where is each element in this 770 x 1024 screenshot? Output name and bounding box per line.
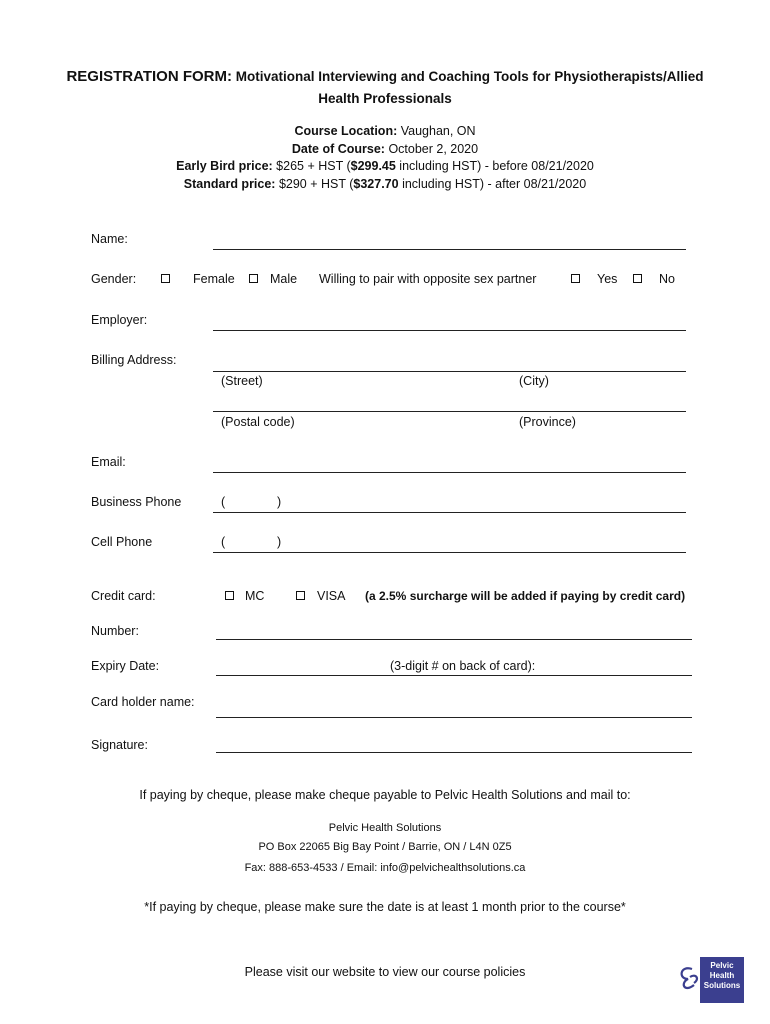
employer-label: Employer: bbox=[91, 313, 148, 327]
signature-label: Signature: bbox=[91, 738, 148, 752]
business-phone-paren-open: ( bbox=[221, 495, 226, 509]
cheque-note: *If paying by cheque, please make sure the date is at least 1 month prior to the course* bbox=[144, 900, 626, 914]
male-label: Male bbox=[270, 272, 298, 286]
standard-value-b: $327.70 bbox=[353, 177, 399, 191]
name-label: Name: bbox=[91, 232, 128, 246]
signature-field[interactable] bbox=[216, 752, 692, 753]
form-title bbox=[0, 68, 770, 85]
standard-value-c: including HST) - after 08/21/2020 bbox=[398, 177, 587, 191]
cell-phone-label: Cell Phone bbox=[91, 535, 153, 549]
title-prefix: REGISTRATION FORM: bbox=[66, 68, 232, 85]
no-checkbox[interactable] bbox=[633, 274, 642, 283]
male-checkbox[interactable] bbox=[249, 274, 258, 283]
business-phone-paren-close: ) bbox=[277, 495, 282, 509]
street-city-field[interactable] bbox=[213, 371, 686, 372]
cheque-contact: Fax: 888-653-4533 / Email: info@pelvichealthsolutions.ca bbox=[244, 862, 526, 874]
pelvic-health-solutions-logo bbox=[676, 955, 746, 1005]
billing-label: Billing Address: bbox=[91, 353, 177, 367]
course-date bbox=[0, 142, 770, 156]
cheque-intro: If paying by cheque, please make cheque payable to Pelvic Health Solutions and mail to: bbox=[139, 788, 631, 802]
cvv-label: (3-digit # on back of card): bbox=[390, 659, 536, 673]
email-field[interactable] bbox=[213, 472, 686, 473]
course-location-value: Vaughan, ON bbox=[397, 124, 476, 138]
early-bird-label: Early Bird price: bbox=[176, 159, 273, 173]
standard-label: Standard price: bbox=[183, 177, 276, 191]
early-bird-price bbox=[0, 159, 770, 173]
logo-line1: Pelvic bbox=[710, 961, 734, 970]
card-number-field[interactable] bbox=[216, 639, 692, 640]
postal-label: (Postal code) bbox=[221, 415, 295, 429]
card-number-label: Number: bbox=[91, 624, 139, 638]
course-location bbox=[0, 124, 770, 138]
cell-phone-field[interactable] bbox=[213, 552, 686, 553]
expiry-cvv-field[interactable] bbox=[216, 675, 692, 676]
yes-label: Yes bbox=[597, 272, 618, 286]
gender-label: Gender: bbox=[91, 272, 137, 286]
street-label: (Street) bbox=[221, 374, 263, 388]
city-label: (City) bbox=[519, 374, 549, 388]
form-title-line2: Health Professionals bbox=[318, 91, 452, 106]
business-phone-field[interactable] bbox=[213, 512, 686, 513]
female-label: Female bbox=[193, 272, 235, 286]
female-checkbox[interactable] bbox=[161, 274, 170, 283]
visa-checkbox[interactable] bbox=[296, 591, 305, 600]
yes-checkbox[interactable] bbox=[571, 274, 580, 283]
early-bird-value-a: $265 + HST ( bbox=[272, 159, 351, 173]
early-bird-value-c: including HST) - before 08/21/2020 bbox=[395, 159, 594, 173]
credit-card-label: Credit card: bbox=[91, 589, 156, 603]
standard-price bbox=[0, 177, 770, 191]
expiry-label: Expiry Date: bbox=[91, 659, 160, 673]
logo-text bbox=[700, 961, 744, 991]
mc-checkbox[interactable] bbox=[225, 591, 234, 600]
logo-line3: Solutions bbox=[703, 981, 741, 990]
province-label: (Province) bbox=[519, 415, 576, 429]
course-location-label: Course Location: bbox=[294, 124, 398, 138]
title-rest: Motivational Interviewing and Coaching Tools for Physiotherapists/Allied bbox=[231, 69, 704, 84]
cell-phone-paren-close: ) bbox=[277, 535, 282, 549]
visa-label: VISA bbox=[317, 589, 346, 603]
pair-label: Willing to pair with opposite sex partner bbox=[319, 272, 537, 286]
card-holder-label: Card holder name: bbox=[91, 695, 195, 709]
cheque-org: Pelvic Health Solutions bbox=[328, 822, 442, 834]
course-date-label: Date of Course: bbox=[291, 142, 385, 156]
standard-value-a: $290 + HST ( bbox=[275, 177, 354, 191]
business-phone-label: Business Phone bbox=[91, 495, 182, 509]
email-label: Email: bbox=[91, 455, 126, 469]
course-date-value: October 2, 2020 bbox=[384, 142, 479, 156]
no-label: No bbox=[659, 272, 675, 286]
mc-label: MC bbox=[245, 589, 265, 603]
card-holder-field[interactable] bbox=[216, 717, 692, 718]
name-field[interactable] bbox=[213, 249, 686, 250]
policies-link-text: Please visit our website to view our course policies bbox=[244, 965, 526, 979]
cell-phone-paren-open: ( bbox=[221, 535, 226, 549]
postal-province-field[interactable] bbox=[213, 411, 686, 412]
employer-field[interactable] bbox=[213, 330, 686, 331]
logo-line2: Health bbox=[709, 971, 735, 980]
surcharge-note: (a 2.5% surcharge will be added if paying by credit card) bbox=[365, 589, 686, 603]
cheque-address: PO Box 22065 Big Bay Point / Barrie, ON / L4N 0Z5 bbox=[258, 841, 512, 853]
early-bird-value-b: $299.45 bbox=[350, 159, 396, 173]
